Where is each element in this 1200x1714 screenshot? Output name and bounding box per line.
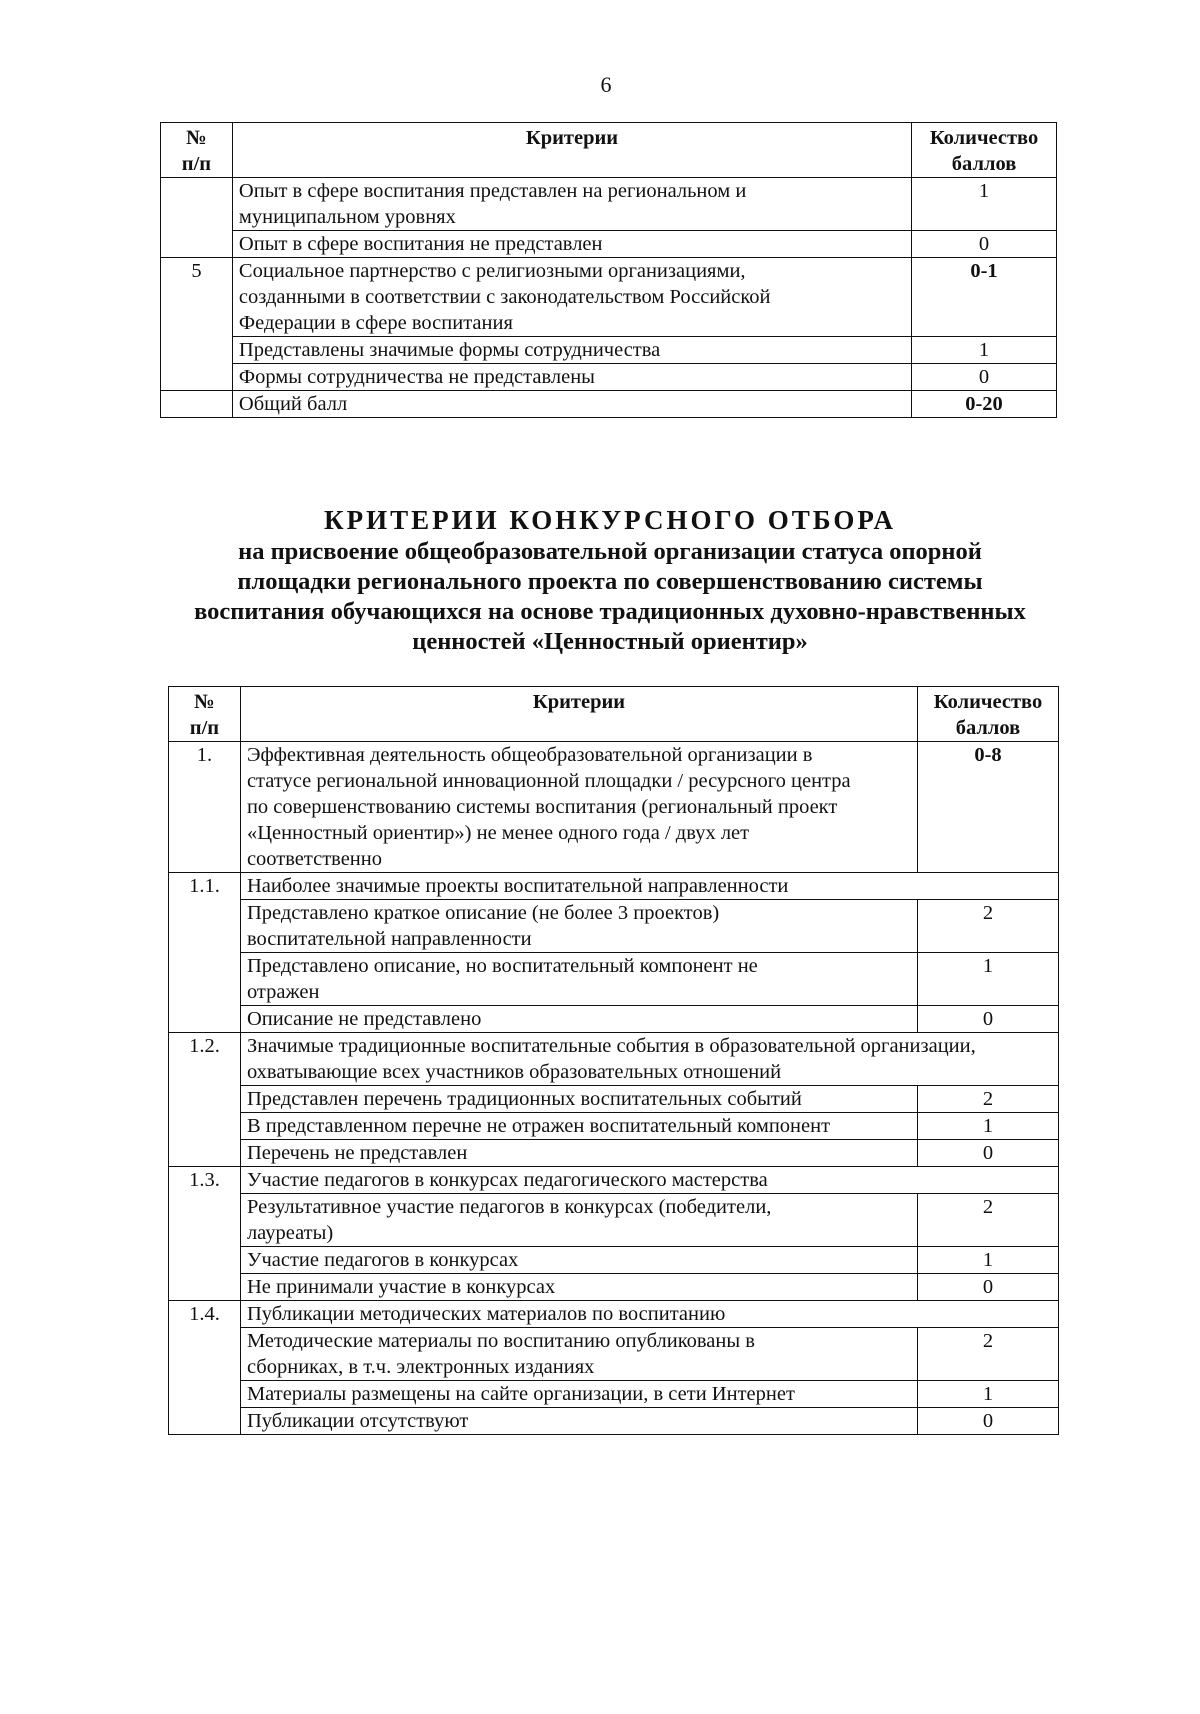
criterion-score: 2 bbox=[918, 1194, 1059, 1247]
criterion-score: 1 bbox=[912, 178, 1057, 231]
page-number: 6 bbox=[600, 72, 612, 97]
table-row bbox=[161, 337, 1057, 364]
header-number: № п/п bbox=[169, 687, 241, 742]
criterion-text: Не принимали участие в конкурсах bbox=[240, 1274, 917, 1301]
table-body bbox=[161, 178, 1057, 418]
criterion-text: Представлен перечень традиционных воспитательных событий bbox=[240, 1086, 917, 1113]
table-row bbox=[169, 1006, 1059, 1033]
criterion-score: 1 bbox=[912, 337, 1057, 364]
criterion-text: Представлено описание, но воспитательный компонент не отражен bbox=[240, 953, 917, 1006]
title-main: КРИТЕРИИ КОНКУРСНОГО ОТБОРА bbox=[324, 505, 896, 535]
row-number: 5 bbox=[161, 258, 233, 391]
table-row bbox=[161, 231, 1057, 258]
criterion-text: Опыт в сфере воспитания не представлен bbox=[232, 231, 911, 258]
table-row bbox=[169, 1408, 1059, 1435]
table-row bbox=[161, 258, 1057, 337]
table-row bbox=[169, 953, 1059, 1006]
table-row bbox=[169, 1381, 1059, 1408]
criterion-score: 2 bbox=[918, 900, 1059, 953]
criterion-score: 0 bbox=[918, 1006, 1059, 1033]
section-heading: Наиболее значимые проекты воспитательной направленности bbox=[240, 873, 1058, 900]
section-heading-row bbox=[169, 873, 1059, 900]
row-number bbox=[161, 178, 233, 258]
document-title bbox=[150, 503, 1070, 657]
criterion-score: 2 bbox=[918, 1328, 1059, 1381]
criterion-score: 0 bbox=[918, 1140, 1059, 1167]
criterion-text: Методические материалы по воспитанию опубликованы в сборниках, в т.ч. электронных изданиях bbox=[240, 1328, 917, 1381]
table-row bbox=[169, 1247, 1059, 1274]
criterion-text: Описание не представлено bbox=[240, 1006, 917, 1033]
section-heading: Значимые традиционные воспитательные события в образовательной организации, охватывающие всех участников образовательных отношений bbox=[240, 1033, 1058, 1086]
criterion-text: Социальное партнерство с религиозными организациями, созданными в соответствии с законодательством Российской Федерации в сфере воспитания bbox=[232, 258, 911, 337]
row-number: 1. bbox=[169, 742, 241, 873]
criterion-text: Опыт в сфере воспитания представлен на региональном и муниципальном уровнях bbox=[232, 178, 911, 231]
table-row bbox=[169, 1113, 1059, 1140]
header-score: Количество баллов bbox=[912, 123, 1057, 178]
criterion-score: 0 bbox=[918, 1274, 1059, 1301]
criterion-text: Общий балл bbox=[232, 391, 911, 418]
criterion-score: 0 bbox=[912, 231, 1057, 258]
criterion-score: 2 bbox=[918, 1086, 1059, 1113]
criterion-text: Материалы размещены на сайте организации, в сети Интернет bbox=[240, 1381, 917, 1408]
table-row bbox=[169, 742, 1059, 873]
criterion-text: В представленном перечне не отражен воспитательный компонент bbox=[240, 1113, 917, 1140]
criterion-score: 1 bbox=[918, 1113, 1059, 1140]
criterion-score: 0-20 bbox=[912, 391, 1057, 418]
header-score: Количество баллов bbox=[918, 687, 1059, 742]
criterion-score: 0 bbox=[912, 364, 1057, 391]
table-row bbox=[169, 1194, 1059, 1247]
section-heading: Публикации методических материалов по воспитанию bbox=[240, 1301, 1058, 1328]
criterion-text: Формы сотрудничества не представлены bbox=[232, 364, 911, 391]
section-heading-row bbox=[169, 1301, 1059, 1328]
criterion-score: 0-1 bbox=[912, 258, 1057, 337]
section-heading-row bbox=[169, 1033, 1059, 1086]
row-number bbox=[161, 391, 233, 418]
table-row bbox=[161, 364, 1057, 391]
table-row bbox=[161, 391, 1057, 418]
row-number: 1.2. bbox=[169, 1033, 241, 1167]
table-row bbox=[169, 1140, 1059, 1167]
criterion-text: Эффективная деятельность общеобразовательной организации в статусе региональной инновационной площадки / ресурсного центра по совершенствованию системы воспитания (региональный проект «Ценностный ориентир») не менее одного года / двух лет соответственно bbox=[240, 742, 917, 873]
criterion-text: Участие педагогов в конкурсах bbox=[240, 1247, 917, 1274]
criterion-score: 0 bbox=[918, 1408, 1059, 1435]
section-heading: Участие педагогов в конкурсах педагогического мастерства bbox=[240, 1167, 1058, 1194]
criterion-text: Перечень не представлен bbox=[240, 1140, 917, 1167]
table-row bbox=[169, 900, 1059, 953]
header-number: № п/п bbox=[161, 123, 233, 178]
title-subtitle: на присвоение общеобразовательной организации статуса опорной площадки регионального проекта по совершенствованию системы воспитания обучающихся на основе традиционных духовно-нравственных ценностей «Ценностный ориентир» bbox=[194, 538, 1026, 655]
selection-criteria-table bbox=[168, 686, 1059, 1435]
row-number: 1.4. bbox=[169, 1301, 241, 1435]
table-row bbox=[161, 178, 1057, 231]
criterion-text: Результативное участие педагогов в конкурсах (победители, лауреаты) bbox=[240, 1194, 917, 1247]
criterion-text: Представлено краткое описание (не более 3 проектов) воспитательной направленности bbox=[240, 900, 917, 953]
table-row bbox=[169, 1086, 1059, 1113]
criterion-text: Публикации отсутствуют bbox=[240, 1408, 917, 1435]
header-criteria: Критерии bbox=[240, 687, 917, 742]
header-criteria: Критерии bbox=[232, 123, 911, 178]
table-row bbox=[169, 1274, 1059, 1301]
criteria-table-continued bbox=[160, 122, 1057, 418]
table-row bbox=[169, 1328, 1059, 1381]
row-number: 1.1. bbox=[169, 873, 241, 1033]
criterion-score: 1 bbox=[918, 1247, 1059, 1274]
criterion-score: 1 bbox=[918, 953, 1059, 1006]
criterion-score: 1 bbox=[918, 1381, 1059, 1408]
criterion-score: 0-8 bbox=[918, 742, 1059, 873]
table-body bbox=[169, 742, 1059, 1435]
criterion-text: Представлены значимые формы сотрудничества bbox=[232, 337, 911, 364]
section-heading-row bbox=[169, 1167, 1059, 1194]
row-number: 1.3. bbox=[169, 1167, 241, 1301]
